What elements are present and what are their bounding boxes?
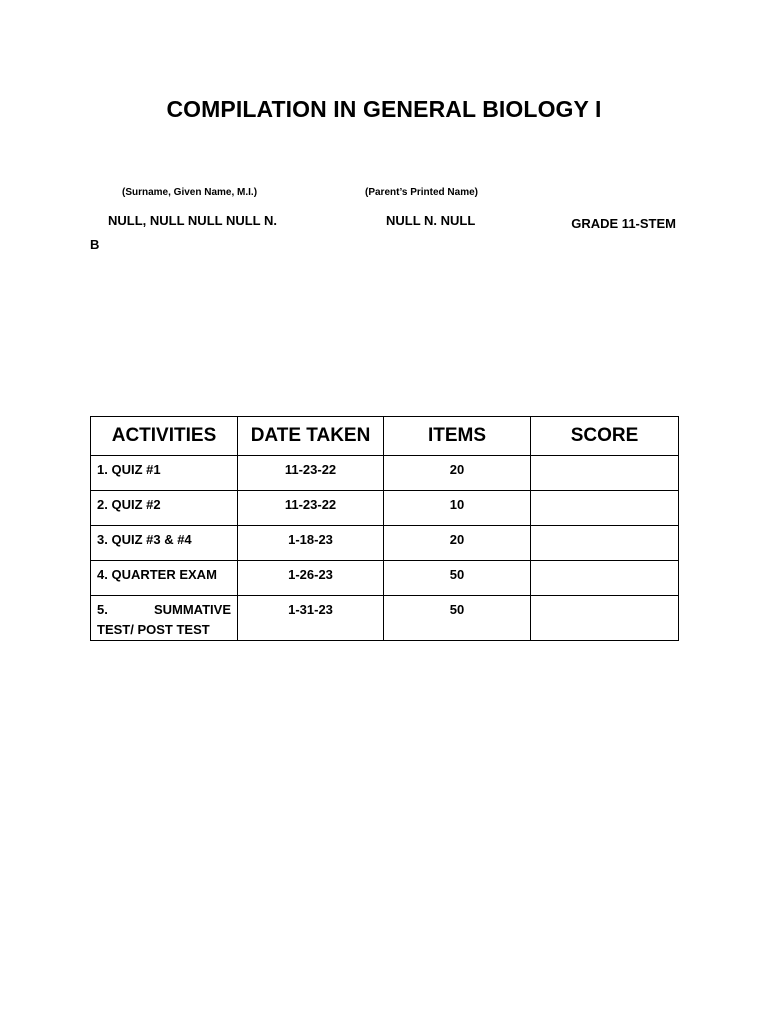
items-cell: 10 — [384, 491, 531, 526]
grade-section-line1: GRADE 11-STEM — [571, 216, 676, 231]
table-row — [91, 526, 679, 561]
header-items: ITEMS — [384, 417, 531, 456]
table-row — [91, 596, 679, 641]
activity-line2: TEST/ POST TEST — [97, 622, 210, 637]
parent-name: NULL N. NULL — [386, 213, 476, 228]
score-cell — [531, 561, 679, 596]
header-activities: ACTIVITIES — [91, 417, 238, 456]
date-cell: 1-26-23 — [238, 561, 384, 596]
items-cell: 20 — [384, 526, 531, 561]
activity-word: SUMMATIVE — [153, 602, 231, 617]
activity-cell — [91, 596, 238, 641]
activity-cell: 2. QUIZ #2 — [91, 491, 238, 526]
score-cell — [531, 596, 679, 641]
items-cell: 20 — [384, 456, 531, 491]
grade-section-line2: B — [90, 237, 100, 252]
table-header-row — [91, 417, 679, 456]
grade-section — [90, 213, 676, 255]
document-title: COMPILATION IN GENERAL BIOLOGY I — [166, 96, 602, 122]
header-score: SCORE — [531, 417, 679, 456]
date-cell: 11-23-22 — [238, 456, 384, 491]
header-date-taken: DATE TAKEN — [238, 417, 384, 456]
date-cell: 11-23-22 — [238, 491, 384, 526]
activity-cell: 1. QUIZ #1 — [91, 456, 238, 491]
date-cell: 1-31-23 — [238, 596, 384, 641]
student-name-caption: (Surname, Given Name, M.I.) — [122, 187, 258, 198]
items-cell: 50 — [384, 561, 531, 596]
score-cell — [531, 456, 679, 491]
activities-table — [90, 416, 679, 641]
parent-name-caption: (Parent’s Printed Name) — [365, 187, 478, 198]
activity-cell: 3. QUIZ #3 & #4 — [91, 526, 238, 561]
activity-cell: 4. QUARTER EXAM — [91, 561, 238, 596]
score-cell — [531, 491, 679, 526]
score-cell — [531, 526, 679, 561]
items-cell: 50 — [384, 596, 531, 641]
activity-line1 — [97, 600, 231, 620]
date-cell: 1-18-23 — [238, 526, 384, 561]
activity-number: 5. — [97, 602, 108, 617]
student-name: NULL, NULL NULL NULL N. — [108, 213, 277, 228]
table-row — [91, 456, 679, 491]
table-row — [91, 561, 679, 596]
table-row — [91, 491, 679, 526]
